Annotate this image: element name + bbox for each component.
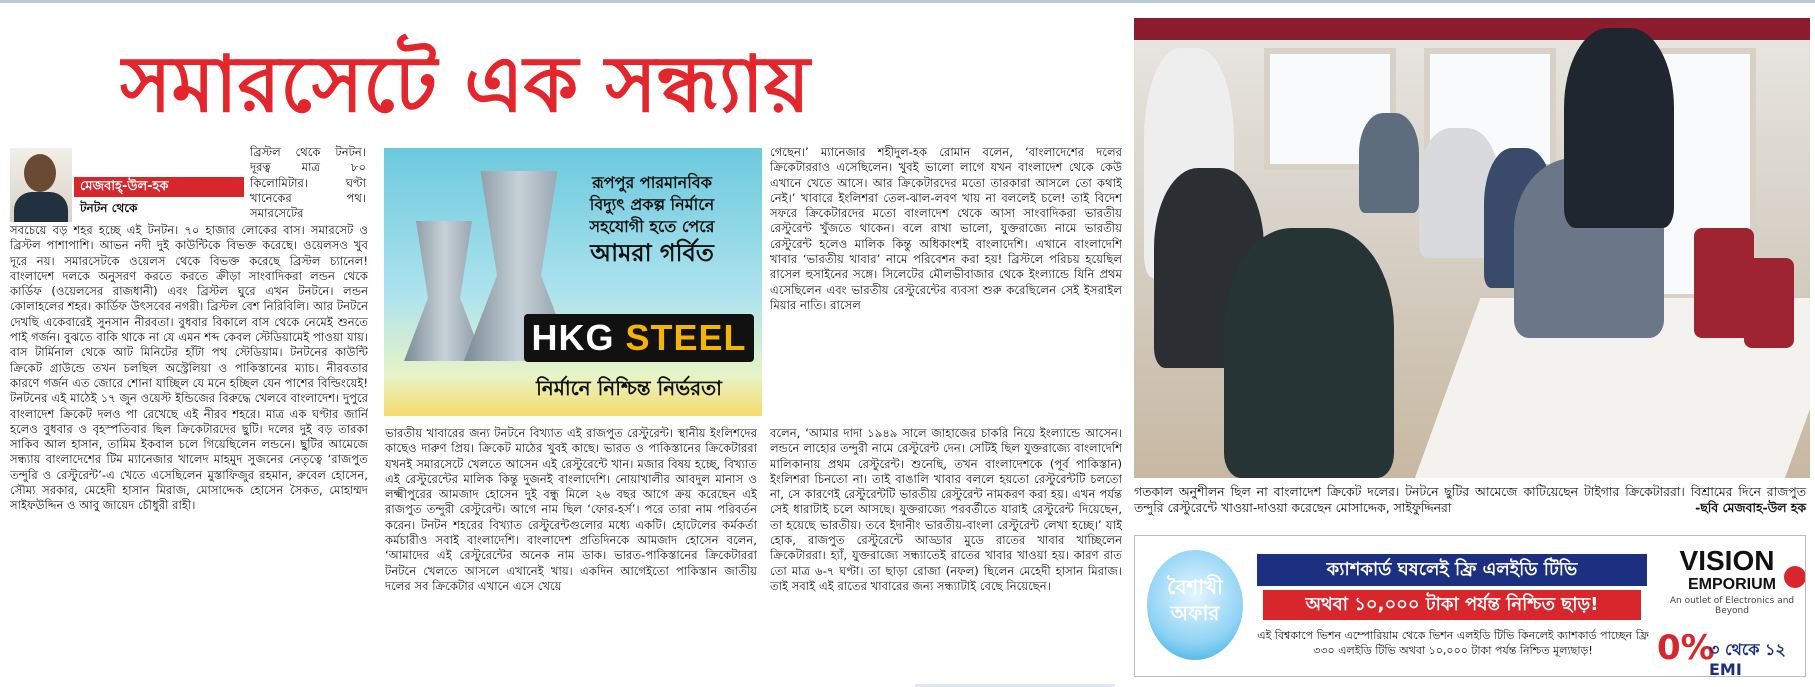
ad-line: রূপপুর পারমানবিক <box>592 173 712 192</box>
article-text: বলেন, ‘আমার দাদা ১৯৪৯ সালে জাহাজের চাকরি নিয়ে ইংল্যান্ডে আসেন। লন্ডনে লাহোর তন্দুরী নামে রেস্টুরেন্ট দেন। সেটিই ছিল যুক্তরাজ্যে বাংলাদেশি মালিকানায় প্রথম রেস্টুরেন্ট। শুনেছি, তখন বাংলাদেশকে (পূর্ব পাকিস্তান) ইংলিশরা চিনতো না। তাই বাঙালি খাবার বললে হয়তো রেস্টুরেন্টটি চলতো না, সে কারণেই রেস্টুরেন্টটি ভারতীয় রেস্টুরেন্ট নামকরণ করা হয়। এখন পর্যন্ত সেই ধারাটাই চলে আসছে। যুক্তরাজ্যে পরবর্তীতে যারাই রেস্টুরেন্ট দিয়েছেন, তা হয়েছে ভারতীয়। তবে ইদানীং ভারতীয়-বাংলা রেস্টুরেন্ট লেখা হচ্ছে।’ যাই হোক, রাজপুত রেস্টুরেন্টে আড্ডার মুডে রাতের খাবার খাচ্ছিলেন ক্রিকেটাররা। হ্যাঁ, যুক্তরাজ্যে সন্ধ্যাতেই রাতের খাবার খাওয়া হয়। কারণ রাত তো মাত্র ৬-৭ ঘণ্টা। তা ছাড়া রোজা (নফল) ছিলেন মেহেদী হাসান মিরাজ। তাই সবাই এই রাতের খাবারের জন্য সন্ধ্যাটাই বেছে নিয়েছেন। <box>770 426 1122 593</box>
author-dateline: টনটন থেকে <box>80 201 138 215</box>
article-col1-top <box>250 145 366 221</box>
ad-headline <box>562 172 742 268</box>
person-figure <box>1564 28 1674 228</box>
photo-caption: গতকাল অনুশীলন ছিল না বাংলাদেশ ক্রিকেট দলের। টনটনে ছুটির আমেজে কাটিয়েছেন টাইগার ক্রিকেটাররা। বিশ্রামের দিনে রাজপুত তন্দুরি রেস্টুরেন্টে খাওয়া-দাওয়া করেছেন মোসাদ্দেক, সাইফুদ্দিনরা <box>1134 484 1806 515</box>
author-photo <box>10 148 72 222</box>
ad-offer-line: অথবা ১০,০০০ টাকা পর্যন্ত নিশ্চিত ছাড়! <box>1263 590 1641 620</box>
photo-credit: -ছবি মেজবাহ-উল হক <box>1695 500 1806 515</box>
cooling-tower-icon <box>404 221 484 361</box>
emporium-logo: EMPORIUM <box>1688 576 1776 593</box>
author-head <box>24 154 56 192</box>
author-name: মেজবাহ্-উল-হক <box>74 177 244 197</box>
vision-emporium-ad[interactable] <box>1134 535 1806 677</box>
person-figure <box>1359 113 1419 213</box>
ad-line: বিদ্যুৎ প্রকল্প নির্মানে <box>589 195 715 214</box>
hkg-steel-ad[interactable] <box>384 148 762 416</box>
page-headline: সমারসেটে এক সন্ধ্যায় <box>120 39 810 130</box>
chair-graphic <box>1744 258 1794 348</box>
article-text: ভারতীয় খাবারের জন্য টনটনে বিখ্যাত এই রাজপুত রেস্টুরেন্ট। স্থানীয় ইংলিশদের কাছেও দারুণ প্রিয়। ক্রিকেট মাঠের খুবই কাছে। ভারত ও পাকিস্তানের ক্রিকেটাররা যখনই সমারসেটে খেলতে আসেন এই রেস্টুরেন্টে খান। মজার বিষয় হচ্ছে, বিখ্যাত এই রেস্টুরেন্টের মালিক কিন্তু দুজনই বাংলাদেশি। নোয়াখালীর আবদুল মানাস ও লক্ষ্মীপুরের আমজাদ হোসেন দুই বন্ধু মিলে ২৬ বছর আগে ক্রয় করেছেন এই রাজপুত তন্দুরী রেস্টুরেন্ট। আগে নাম ছিল ‘ফোর-হর্স’। পরে তারা নাম পরিবর্তন করেন। টনটন শহরের বিখ্যাত রেস্টুরেন্টগুলোর মধ্যে একটি। হোটেলের কর্মকর্তা কর্মচারীও সবাই বাংলাদেশি। বাংলাদেশ প্রতিদিনকে আমজাদ হোসেন বলেন, ‘আমাদের এই রেস্টুরেন্টের অনেক নাম ডাক। ভারত-পাকিস্তানের ক্রিকেটাররা টনটনে খেলতে আসলে এখানেই খায়। একদিন আগেইতো পাকিস্তান জাতীয় দলের সব ক্রিকেটার এখানে এসে খেয়ে <box>385 426 757 593</box>
article-col1 <box>10 223 368 675</box>
ad-line: আমরা গর্বিত <box>590 239 714 267</box>
ad-offer-line: ক্যাশকার্ড ঘষলেই ফ্রি এলইডি টিভি <box>1257 554 1647 586</box>
ad-tagline: নির্মানে নিশ্চিন্ত নির্ভরতা <box>536 376 722 400</box>
offer-badge: বৈশাখী অফার <box>1147 550 1243 660</box>
vision-logo: VISION <box>1679 545 1775 576</box>
article-text: ব্রিস্টল থেকে টনটন। দূরত্ব মাত্র ৮০ কিলোমিটার। ঘণ্টা খানেকের পথ। সমারসেটের <box>250 145 366 221</box>
logo-text: STEEL <box>625 317 747 358</box>
ad-line: সহযোগী হতে পেরে <box>589 217 715 236</box>
article-text: সবচেয়ে বড় শহর হচ্ছে এই টনটন। ৭০ হাজার লোকের বাস। সমারসেট ও ব্রিস্টল পাশাপাশি। আভন নদী দুই কাউন্টিকে বিভক্ত করেছে। ওয়েলসও খুব দূরে নয়। সমারসেটকে ওয়েলস থেকে বিভক্ত করেছে ব্রিস্টল চ্যানেল! বাংলাদেশ দলকে অনুসরণ করতে করতে ক্রীড়া সাংবাদিকরা লন্ডন থেকে কার্ডিফ (ওয়েলসের রাজধানী) এবং ব্রিস্টল ঘুরে এখন টনটনে। লন্ডন কোলাহলের শহর। কার্ডিফ উৎসবের নগরী। ব্রিস্টল বেশ নিরিবিলি। আর টনটনে দেখছি একেবারেই সুনসান নীরবতা। বুধবার বিকালে বাস থেকে নেমেই শুনতে পাই গর্জন। বুঝতে বাকি থাকে না যে এমন শব্দ কেবল স্টেডিয়ামেই পাওয়া যায়। বাস টার্মিনাল থেকে আট মিনিটের হাঁটা পথ স্টেডিয়াম। টনটনের কাউন্টি ক্রিকেট গ্রাউন্ডে তখন চলছিল অস্ট্রেলিয়া ও পাকিস্তানের ম্যাচ। নীরবতার কারণে গর্জন এত জোরে শোনা যাচ্ছিল যে মনে হচ্ছিল যেন পাশের বিল্ডিংয়েই! টনটনের এই মাঠেই ১৭ জুন ওয়েস্ট ইন্ডিজের বিরুদ্ধে খেলবে বাংলাদেশ। দুপুরে বাংলাদেশ ক্রিকেট দলও পা রেখেছে এই নীরব শহরে। মাত্র এক ঘণ্টার জার্নি হলেও বুধবার ও বৃহস্পতিবার ছিল ক্রিকেটারদের ছুটি। দলের দুই বড় তারকা সাকিব আল হাসান, তামিম ইকবাল চলে গিয়েছিলেন লন্ডনে। ছুটির আমেজে সন্ধ্যায় বাংলাদেশের টিম ম্যানেজার খালেদ মাহমুদ সুজনের নেতৃত্বে ‘রাজপুত তন্দুরি ও রেস্টুরেন্ট’-এ খেতে এসেছিলেন মুস্তাফিজুর রহমান, রুবেল হোসেন, সৌম্য সরকার, মেহেদী হাসান মিরাজ, মোসাদ্দেক হোসেন সৈকত, মোহাম্মদ সাইফউদ্দিন ও আবু জায়েদ চৌধুরী রাহী। <box>10 223 368 513</box>
hkg-steel-logo <box>524 314 754 362</box>
logo-text: HKG <box>531 317 626 358</box>
person-figure <box>1224 228 1394 478</box>
author-body <box>14 192 68 222</box>
brand-subtitle: An outlet of Electronics and Beyond <box>1669 596 1795 616</box>
article-col2 <box>385 426 757 676</box>
ad-fine-print: এই বিশ্বকাপে ভিশন এম্পোরিয়াম থেকে ভিশন এলইডি টিভি কিনলেই ক্যাশকার্ড পাচ্ছেন ফ্রি ৩৩০ এলইডি টিভি অথবা ১০,০০০ টাকা পর্যন্ত নিশ্চিত মূল্যছাড়! <box>1257 629 1649 657</box>
article-col3-top <box>770 145 1122 417</box>
emi-offer: ৩ থেকে ১২ EMI <box>1709 640 1786 677</box>
top-rule <box>0 0 1815 3</box>
zero-percent: 0% <box>1657 628 1715 668</box>
news-photo <box>1134 18 1810 478</box>
article-col3 <box>770 426 1122 676</box>
curtain-graphic <box>1134 18 1810 40</box>
article-text: গেছেন।’ ম্যানেজার শহীদুল-হক রোমান বলেন, ‘বাংলাদেশের দলের ক্রিকেটাররাও এসেছিলেন। খুবই ভালো লাগে যখন বাংলাদেশ থেকে কেউ এখানে খেতে আসে। আর ক্রিকেটারদের মতো তারকারা আসলে তো কথাই নেই।’ খাবারে ইংলিশরা তেল-ঝাল-লবণ খায় না বললেই চলে! তাই বিদেশ সফরে ক্রিকেটারদের মতো বাংলাদেশ থেকে আসা সাংবাদিকরা ভারতীয় রেস্টুরেন্ট খুঁজতে থাকেন। বলে রাখা ভালো, যুক্তরাজ্যে নামে ভারতীয় রেস্টুরেন্ট হলেও মালিক কিন্তু অধিকাংশই বাংলাদেশি। এখানে বাংলাদেশি খাবার ‘ভারতীয় খাবার’ নামে পরিবেশন করা হয়! ব্রিস্টলে পরিচয় হয়েছিল রাসেল হুসাইনের সঙ্গে। সিলেটের মৌলভীবাজার থেকে ইংল্যান্ডে যিনি প্রথম এসেছিলেন এবং ভারতীয় রেস্টুরেন্টের ব্যবসা শুরু করেছিলেন সেই ইসরাইল মিয়ার নাতি। রাসেল <box>770 145 1122 312</box>
